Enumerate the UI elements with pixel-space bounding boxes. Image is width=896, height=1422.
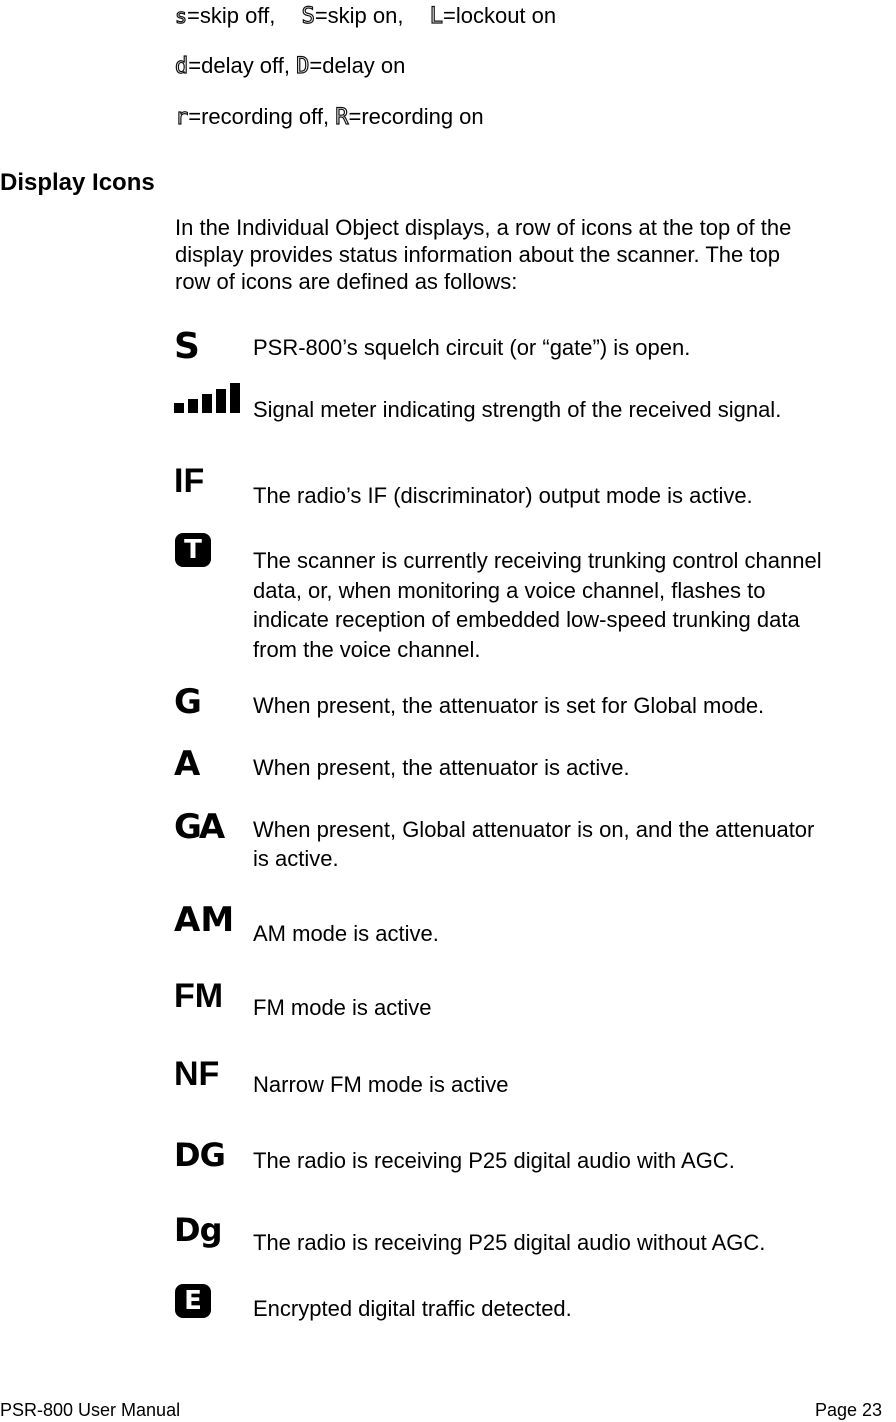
description-line: FM mode is active — [253, 995, 432, 1020]
fm-mode-icon: FM — [174, 977, 224, 1015]
global-attenuator-description — [253, 692, 764, 719]
lockout-on-label: =lockout on — [442, 3, 557, 28]
description-line: Encrypted digital traffic detected. — [253, 1296, 572, 1321]
footer-manual-title: PSR-800 User Manual — [0, 1400, 181, 1420]
signal-meter-icon — [174, 383, 242, 413]
intro-line: row of icons are defined as follows: — [175, 269, 518, 294]
narrow-fm-icon: NF — [174, 1055, 220, 1093]
digital-agc-description — [253, 1147, 735, 1174]
recording-off-glyph-icon: r — [175, 105, 189, 130]
description-line: The radio’s IF (discriminator) output mode is active. — [253, 483, 753, 508]
global-attenuator-active-description — [253, 815, 814, 873]
skip-off-glyph-icon: s — [175, 4, 188, 28]
legend-line-skip — [175, 2, 556, 30]
skip-on-glyph-icon: S — [301, 4, 315, 29]
encrypted-icon: E — [175, 1284, 211, 1318]
description-line: from the voice channel. — [253, 636, 481, 662]
recording-off-label: =recording off, — [188, 104, 330, 129]
description-line: PSR-800’s squelch circuit (or “gate”) is open. — [253, 335, 691, 360]
description-line: When present, the attenuator is set for Global mode. — [253, 693, 765, 718]
legend-line-recording — [175, 103, 484, 131]
am-mode-icon: AM — [174, 900, 235, 940]
if-mode-icon: IF — [174, 462, 205, 500]
description-line: Signal meter indicating strength of the received signal. — [253, 397, 782, 422]
narrow-fm-description — [253, 1071, 509, 1098]
description-line: When present, Global attenuator is on, and the attenuator — [253, 817, 815, 842]
global-attenuator-icon: G — [174, 682, 202, 722]
description-line: Narrow FM mode is active — [253, 1072, 509, 1097]
attenuator-description — [253, 754, 630, 781]
delay-on-label: =delay on — [309, 53, 406, 78]
description-line: is active. — [253, 846, 339, 871]
am-mode-description — [253, 920, 439, 947]
trunking-icon: T — [175, 533, 211, 567]
lockout-on-glyph-icon: L — [429, 4, 443, 29]
section-heading: Display Icons — [0, 169, 155, 196]
delay-off-label: =delay off, — [188, 53, 290, 78]
digital-agc-icon: DG — [174, 1136, 225, 1174]
description-line: The radio is receiving P25 digital audio without AGC. — [253, 1230, 766, 1255]
encrypted-description — [253, 1295, 572, 1322]
global-attenuator-active-icon: GA — [174, 807, 223, 847]
description-line: AM mode is active. — [253, 921, 439, 946]
delay-on-glyph-icon: D — [296, 54, 310, 79]
intro-line: display provides status information about the scanner. The top — [175, 242, 780, 267]
skip-off-label: =skip off, — [187, 3, 276, 28]
digital-no-agc-description — [253, 1229, 765, 1256]
trunking-description — [253, 546, 822, 664]
description-line: The radio is receiving P25 digital audio with AGC. — [253, 1148, 735, 1173]
description-line: data, or, when monitoring a voice channel, flashes to — [253, 577, 766, 603]
fm-mode-description — [253, 994, 432, 1021]
squelch-description — [253, 334, 690, 361]
delay-off-glyph-icon: d — [175, 54, 189, 79]
intro-paragraph — [175, 214, 791, 295]
if-mode-description — [253, 482, 753, 509]
skip-on-label: =skip on, — [314, 3, 404, 28]
recording-on-glyph-icon: R — [335, 105, 349, 130]
squelch-icon: S — [174, 326, 200, 367]
footer-page-number: Page 23 — [814, 1400, 882, 1420]
description-line: The scanner is currently receiving trunking control channel — [253, 548, 822, 573]
description-line: indicate reception of embedded low-speed trunking data — [253, 607, 800, 632]
description-line: When present, the attenuator is active. — [253, 755, 630, 780]
signal-meter-description — [253, 396, 781, 423]
legend-line-delay — [175, 52, 405, 80]
recording-on-label: =recording on — [348, 104, 484, 129]
digital-no-agc-icon: Dg — [174, 1211, 222, 1249]
attenuator-icon: A — [174, 744, 201, 784]
intro-line: In the Individual Object displays, a row of icons at the top of the — [175, 215, 792, 240]
